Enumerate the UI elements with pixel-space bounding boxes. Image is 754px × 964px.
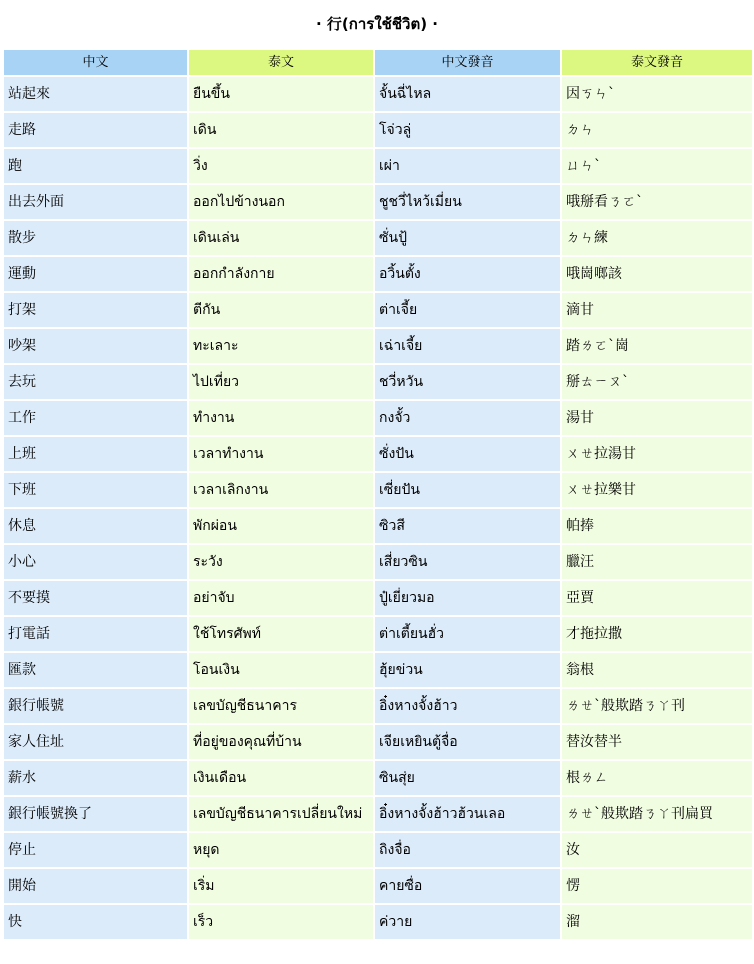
cell-chinese: 快 xyxy=(4,905,187,939)
cell-thai: พักผ่อน xyxy=(189,509,373,543)
cell-chinese-pronunciation: ฮุ้ยข่วน xyxy=(375,653,560,687)
table-row xyxy=(4,293,752,327)
cell-thai-pronunciation: 愣 xyxy=(562,869,752,903)
cell-chinese: 散步 xyxy=(4,221,187,255)
cell-chinese: 開始 xyxy=(4,869,187,903)
cell-thai-pronunciation: 踏ㄌㄛˋ崗 xyxy=(562,329,752,363)
cell-chinese: 家人住址 xyxy=(4,725,187,759)
cell-chinese-pronunciation: ซิวสี xyxy=(375,509,560,543)
column-header-thai-pronunciation: 泰文發音 xyxy=(562,50,752,75)
table-row xyxy=(4,653,752,687)
cell-chinese: 去玩 xyxy=(4,365,187,399)
cell-thai-pronunciation: ㄨㄝ拉湯甘 xyxy=(562,437,752,471)
cell-thai-pronunciation: ㄉㄣ練 xyxy=(562,221,752,255)
cell-thai: เวลาเลิกงาน xyxy=(189,473,373,507)
cell-chinese-pronunciation: ค่วาย xyxy=(375,905,560,939)
cell-thai: เวลาทำงาน xyxy=(189,437,373,471)
cell-thai-pronunciation: 臘汪 xyxy=(562,545,752,579)
cell-chinese: 銀行帳號換了 xyxy=(4,797,187,831)
cell-thai-pronunciation: ㄨㄝ拉樂甘 xyxy=(562,473,752,507)
table-row xyxy=(4,581,752,615)
table-row xyxy=(4,77,752,111)
table-row xyxy=(4,473,752,507)
table-row xyxy=(4,761,752,795)
table-row xyxy=(4,401,752,435)
cell-chinese: 打架 xyxy=(4,293,187,327)
cell-thai: ใช้โทรศัพท์ xyxy=(189,617,373,651)
cell-thai-pronunciation: 湯甘 xyxy=(562,401,752,435)
cell-chinese-pronunciation: ต่าเตี้ยนฮั่ว xyxy=(375,617,560,651)
cell-chinese: 下班 xyxy=(4,473,187,507)
cell-chinese-pronunciation: ซั่งปัน xyxy=(375,437,560,471)
cell-thai-pronunciation: 滴甘 xyxy=(562,293,752,327)
cell-thai: ที่อยู่ของคุณที่บ้าน xyxy=(189,725,373,759)
cell-chinese: 匯款 xyxy=(4,653,187,687)
cell-chinese: 吵架 xyxy=(4,329,187,363)
cell-thai: ไปเที่ยว xyxy=(189,365,373,399)
cell-thai-pronunciation: 帕捧 xyxy=(562,509,752,543)
cell-thai: เงินเดือน xyxy=(189,761,373,795)
cell-chinese: 小心 xyxy=(4,545,187,579)
cell-chinese: 薪水 xyxy=(4,761,187,795)
cell-chinese-pronunciation: จั้นฉี่ไหล xyxy=(375,77,560,111)
cell-thai-pronunciation: 汝 xyxy=(562,833,752,867)
table-row xyxy=(4,221,752,255)
cell-thai: เดินเล่น xyxy=(189,221,373,255)
cell-thai: โอนเงิน xyxy=(189,653,373,687)
table-row xyxy=(4,725,752,759)
cell-thai: ทะเลาะ xyxy=(189,329,373,363)
table-row xyxy=(4,797,752,831)
cell-thai: เร็ว xyxy=(189,905,373,939)
table-row xyxy=(4,257,752,291)
table-row xyxy=(4,689,752,723)
cell-thai-pronunciation: 根ㄌㄥ xyxy=(562,761,752,795)
cell-thai-pronunciation: 翁根 xyxy=(562,653,752,687)
cell-thai-pronunciation: 才拖拉撒 xyxy=(562,617,752,651)
cell-thai-pronunciation: 因ㄎㄣˋ xyxy=(562,77,752,111)
table-row xyxy=(4,113,752,147)
cell-chinese: 停止 xyxy=(4,833,187,867)
cell-chinese-pronunciation: คายซื่อ xyxy=(375,869,560,903)
cell-chinese: 不要摸 xyxy=(4,581,187,615)
cell-chinese-pronunciation: ต่าเจี้ย xyxy=(375,293,560,327)
cell-chinese: 工作 xyxy=(4,401,187,435)
vocabulary-table xyxy=(2,48,754,941)
cell-chinese-pronunciation: อวิ้นตั้ง xyxy=(375,257,560,291)
cell-thai: ออกกำลังกาย xyxy=(189,257,373,291)
cell-thai-pronunciation: 替汝替半 xyxy=(562,725,752,759)
table-row xyxy=(4,365,752,399)
table-row xyxy=(4,617,752,651)
cell-thai-pronunciation: ㄌㄝˋ般欺踏ㄋㄚ刊扁買 xyxy=(562,797,752,831)
cell-chinese: 運動 xyxy=(4,257,187,291)
table-row xyxy=(4,833,752,867)
cell-chinese-pronunciation: ซั่นปู้ xyxy=(375,221,560,255)
cell-chinese: 上班 xyxy=(4,437,187,471)
cell-chinese-pronunciation: อิ๋งหางจั้งฮ้าวฮ้วนเลอ xyxy=(375,797,560,831)
cell-thai: ตีกัน xyxy=(189,293,373,327)
table-row xyxy=(4,509,752,543)
cell-chinese-pronunciation: อิ๋งหางจั้งฮ้าว xyxy=(375,689,560,723)
cell-chinese-pronunciation: กงจั้ว xyxy=(375,401,560,435)
cell-thai: เลขบัญชีธนาคารเปลี่ยนใหม่ xyxy=(189,797,373,831)
cell-thai: เลขบัญชีธนาคาร xyxy=(189,689,373,723)
cell-chinese-pronunciation: โจ่วลู่ xyxy=(375,113,560,147)
cell-thai: ระวัง xyxy=(189,545,373,579)
cell-chinese: 出去外面 xyxy=(4,185,187,219)
cell-chinese-pronunciation: เผ่า xyxy=(375,149,560,183)
cell-chinese-pronunciation: เฉ่าเจี้ย xyxy=(375,329,560,363)
cell-chinese-pronunciation: เซี่ยปัน xyxy=(375,473,560,507)
cell-chinese: 站起來 xyxy=(4,77,187,111)
cell-thai-pronunciation: ㄌㄝˋ般欺踏ㄋㄚ刊 xyxy=(562,689,752,723)
cell-chinese: 銀行帳號 xyxy=(4,689,187,723)
cell-thai: วิ่ง xyxy=(189,149,373,183)
cell-thai-pronunciation: 溜 xyxy=(562,905,752,939)
cell-chinese-pronunciation: ปู๋เยี่ยวมอ xyxy=(375,581,560,615)
cell-thai-pronunciation: 亞賈 xyxy=(562,581,752,615)
column-header-chinese: 中文 xyxy=(4,50,187,75)
cell-thai-pronunciation: ㄩㄣˋ xyxy=(562,149,752,183)
cell-thai-pronunciation: 哦掰看ㄋㄛˋ xyxy=(562,185,752,219)
page-title: · 行(การใช้ชีวิต) · xyxy=(316,15,438,33)
cell-thai-pronunciation: ㄉㄣ xyxy=(562,113,752,147)
cell-chinese-pronunciation: ชูชวี่ไหว้เมี่ยน xyxy=(375,185,560,219)
table-row xyxy=(4,149,752,183)
cell-chinese: 跑 xyxy=(4,149,187,183)
cell-thai: ออกไปข้างนอก xyxy=(189,185,373,219)
cell-chinese: 走路 xyxy=(4,113,187,147)
table-header-row xyxy=(4,50,752,75)
table-row xyxy=(4,545,752,579)
cell-thai-pronunciation: 哦崗啷該 xyxy=(562,257,752,291)
cell-chinese-pronunciation: ซินสุ่ย xyxy=(375,761,560,795)
table-row xyxy=(4,905,752,939)
cell-chinese-pronunciation: เจียเหยินตู้จื่อ xyxy=(375,725,560,759)
cell-thai: เดิน xyxy=(189,113,373,147)
cell-chinese: 打電話 xyxy=(4,617,187,651)
column-header-thai: 泰文 xyxy=(189,50,373,75)
cell-thai: ทำงาน xyxy=(189,401,373,435)
cell-chinese-pronunciation: เสี่ยวซิน xyxy=(375,545,560,579)
table-row xyxy=(4,869,752,903)
column-header-chinese-pronunciation: 中文發音 xyxy=(375,50,560,75)
cell-chinese-pronunciation: ถิงจื่อ xyxy=(375,833,560,867)
cell-thai: หยุด xyxy=(189,833,373,867)
cell-thai-pronunciation: 掰ㄊㄧㄡˋ xyxy=(562,365,752,399)
cell-chinese-pronunciation: ชวี่หวัน xyxy=(375,365,560,399)
table-row xyxy=(4,329,752,363)
table-row xyxy=(4,185,752,219)
cell-chinese: 休息 xyxy=(4,509,187,543)
table-row xyxy=(4,437,752,471)
cell-thai: ยืนขึ้น xyxy=(189,77,373,111)
cell-thai: เริ่ม xyxy=(189,869,373,903)
cell-thai: อย่าจับ xyxy=(189,581,373,615)
